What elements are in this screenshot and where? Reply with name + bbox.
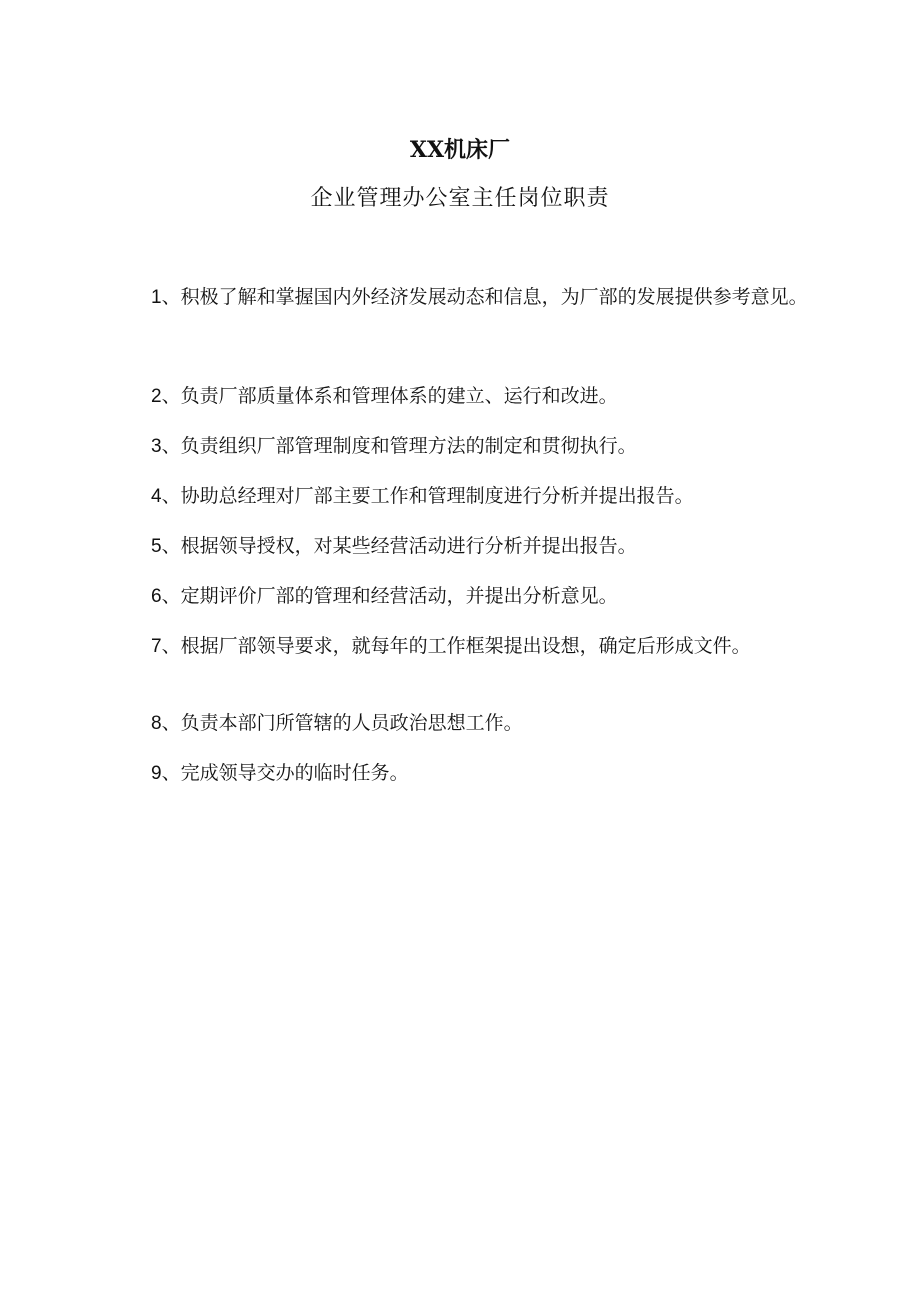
duty-item-2	[109, 369, 814, 424]
duty-number: 6	[151, 586, 162, 607]
duty-number: 3	[151, 436, 162, 457]
duty-number: 1	[151, 287, 162, 308]
duty-text: 、定期评价厂部的管理和经营活动，并提出分析意见。	[161, 585, 618, 607]
duty-text: 、积极了解和掌握国内外经济发展动态和信息，为厂部的发展提供参考意见。	[161, 286, 808, 308]
duty-text: 、协助总经理对厂部主要工作和管理制度进行分析并提出报告。	[161, 485, 694, 507]
duty-item-7	[109, 631, 814, 662]
company-name: XX机床厂	[409, 137, 511, 163]
duty-text: 、负责本部门所管辖的人员政治思想工作。	[161, 712, 523, 734]
duty-item-5	[109, 519, 814, 574]
duty-item-6	[109, 569, 814, 624]
duty-item-8	[109, 696, 814, 751]
duty-number: 8	[151, 713, 162, 734]
duty-item-9	[109, 746, 814, 801]
duty-text: 、完成领导交办的临时任务。	[161, 762, 409, 784]
duty-text: 、负责厂部质量体系和管理体系的建立、运行和改进。	[161, 385, 618, 407]
document-title: 企业管理办公室主任岗位职责	[310, 186, 610, 211]
duty-number: 2	[151, 386, 162, 407]
duty-number: 7	[151, 636, 162, 657]
duty-number: 9	[151, 763, 162, 784]
duty-number: 4	[151, 486, 162, 507]
duty-item-4	[109, 469, 814, 524]
duty-text: 、负责组织厂部管理制度和管理方法的制定和贯彻执行。	[161, 435, 637, 457]
duty-item-3	[109, 419, 814, 474]
duty-number: 5	[151, 536, 162, 557]
duty-text: 、根据厂部领导要求，就每年的工作框架提出设想，确定后形成文件。	[161, 635, 751, 657]
duty-item-1	[109, 270, 814, 325]
duty-text: 、根据领导授权，对某些经营活动进行分析并提出报告。	[161, 535, 637, 557]
